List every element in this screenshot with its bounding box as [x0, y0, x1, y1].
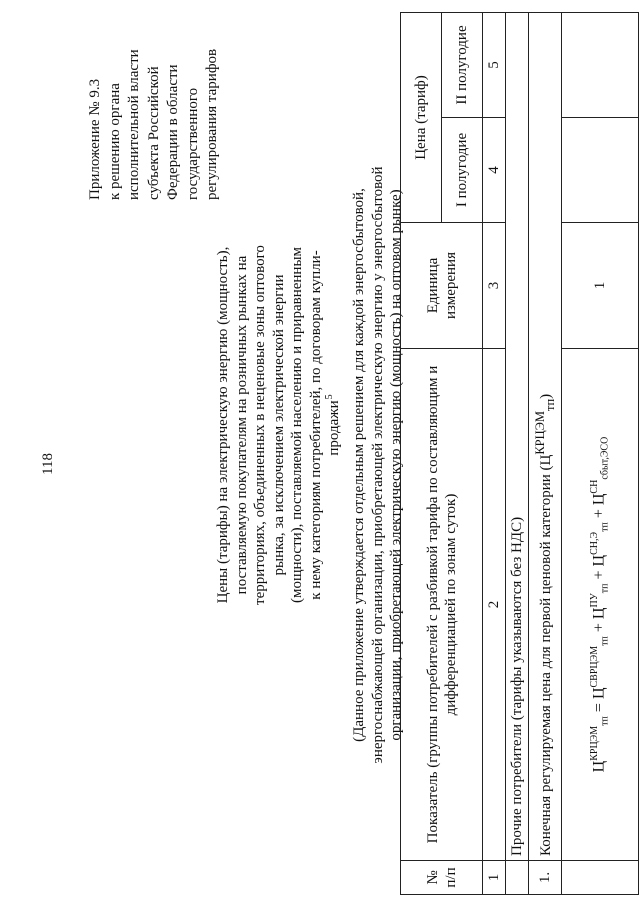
- page-number: 118: [40, 453, 56, 475]
- tariff-table: [400, 12, 639, 895]
- document-title: [214, 245, 344, 605]
- section-title: Прочие потребители (тарифы указываются без НДС): [506, 13, 529, 861]
- table-header-row: [401, 13, 442, 895]
- formula-num-cell: [562, 861, 639, 895]
- colnum-4: 4: [483, 118, 506, 223]
- appendix-header: Приложение № 9.3 к решению органа исполнительной власти субъекта Российской Федерации в области государственного регулирования тарифов: [87, 48, 220, 200]
- section-num-cell: [506, 861, 529, 895]
- price-formula: $Ц^{КРЦЭМ}_{тп} = Ц^{СВРЦЭМ}_{тп} + Ц^{ПУ}_{тп} + Ц^{СН,Э}_{тп} + Ц^{СН}_{сбыт,ЭСО}$: [562, 349, 639, 861]
- header-price: Цена (тариф): [401, 13, 442, 223]
- header-num: № п/п: [401, 861, 483, 895]
- header-half2: II полугодие: [442, 13, 483, 118]
- table-row: [529, 13, 562, 895]
- table-formula-row: [562, 13, 639, 895]
- header-half1: I полугодие: [442, 118, 483, 223]
- table-section-row: [506, 13, 529, 895]
- row1-description: Конечная регулируемая цена для первой ценовой категории $(Ц^{КРЦЭМ}_{тп})$: [529, 13, 562, 861]
- colnum-1: 1: [483, 861, 506, 895]
- colnum-5: 5: [483, 13, 506, 118]
- header-indicator: Показатель (группы потребителей с разбивкой тарифа по составляющим и дифференциацией по зонам суток): [401, 349, 483, 861]
- title-text: Цены (тарифы) на электрическую энергию (мощность), поставляемую покупателям на розничных рынках на территориях, объединенных в неценовые зоны оптового рынка, за исключением электрической энергии (мощности), поставляемой населению и приравненным к нему категориям потребителей, по договорам купли-продажи: [215, 245, 342, 605]
- row1-num: 1.: [529, 861, 562, 895]
- formula-half1-value: [562, 118, 639, 223]
- approval-note: (Данное приложение утверждается отдельным решением для каждой энергосбытовой, энергоснабжающей организации, приобретающей электрическую энергию у энергосбытовой организации, приобретающей электрическую энергию (мощность) на оптовом рынке): [351, 166, 404, 764]
- colnum-3: 3: [483, 223, 506, 349]
- formula-unit-value: 1: [562, 223, 639, 349]
- colnum-2: 2: [483, 349, 506, 861]
- header-unit: Единица измерения: [401, 223, 483, 349]
- table-colnum-row: [483, 13, 506, 895]
- formula-half2-value: [562, 13, 639, 118]
- title-footnote-mark: 5: [324, 394, 335, 400]
